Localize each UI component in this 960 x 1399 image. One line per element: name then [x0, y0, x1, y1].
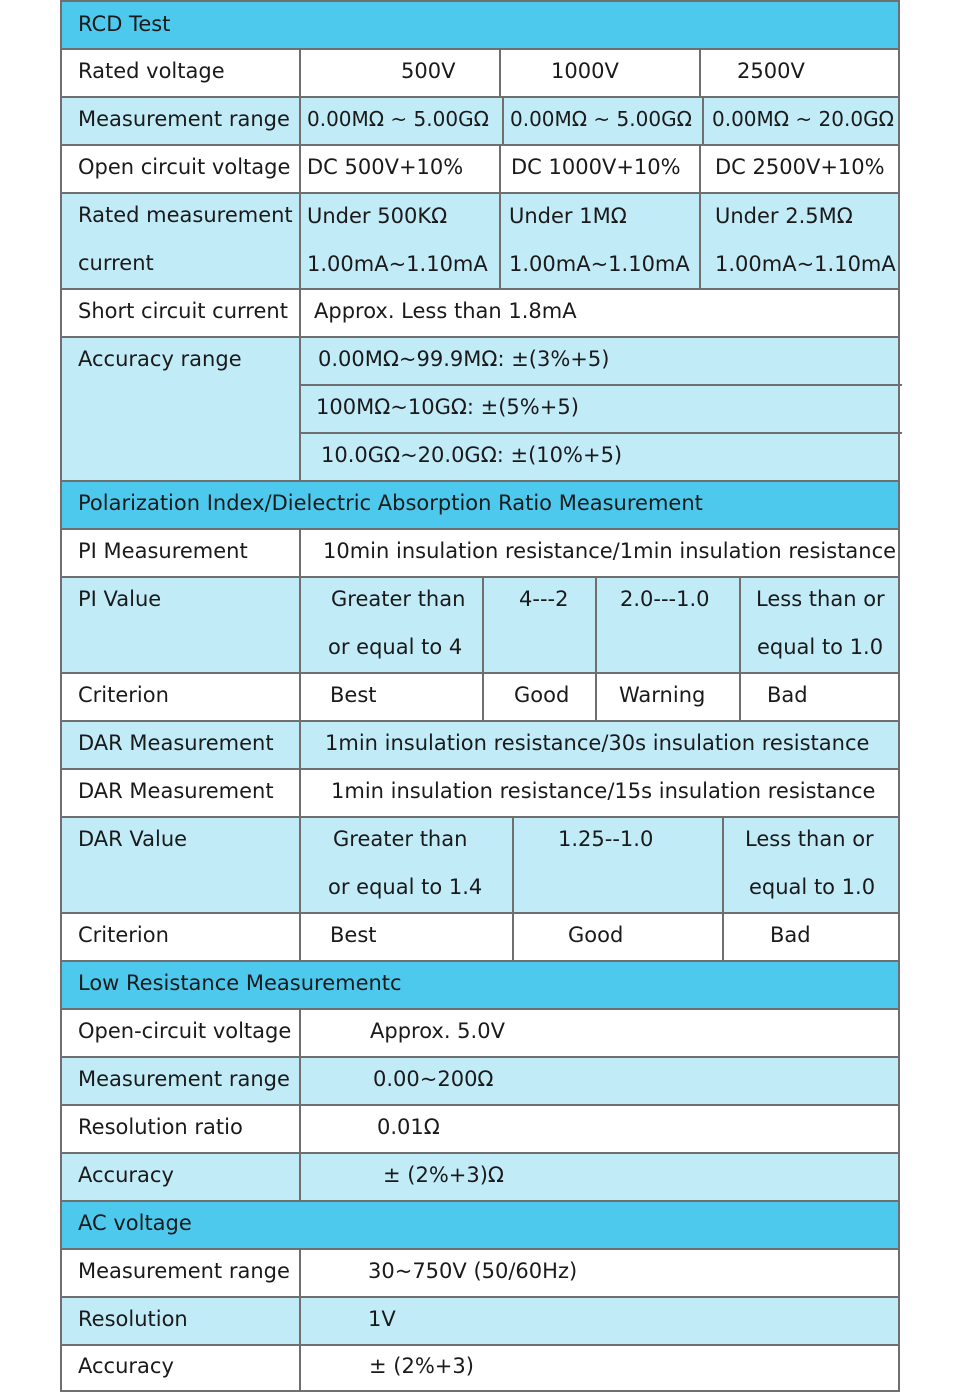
cell-value: 0.00MΩ ~ 20.0GΩ — [712, 107, 894, 131]
section-title: AC voltage — [78, 1211, 192, 1235]
row-accuracy-range — [60, 338, 900, 482]
row-label: Criterion — [78, 923, 169, 947]
cell-value-line2: equal to 1.0 — [749, 875, 876, 899]
cell-value: 1min insulation resistance/15s insulation resistance — [331, 779, 876, 803]
row-dar-value — [60, 818, 900, 914]
cell-value: Bad — [770, 923, 811, 947]
row-dar-measurement-15s — [60, 770, 900, 818]
cell-value-line2: or equal to 4 — [328, 635, 463, 659]
cell-value: 1.25--1.0 — [558, 827, 654, 851]
cell-value: 0.01Ω — [377, 1115, 440, 1139]
row-short-circuit-current — [60, 290, 900, 338]
cell-value: 4---2 — [519, 587, 569, 611]
cell-value-line1: Less than or — [745, 827, 874, 851]
row-ac-resolution — [60, 1298, 900, 1346]
row-measurement-range — [60, 98, 900, 146]
cell-value: 0.00MΩ~99.9MΩ: ±(3%+5) — [318, 347, 610, 371]
row-label: Rated voltage — [78, 59, 225, 83]
row-label: Accuracy range — [78, 347, 242, 371]
cell-value: Best — [330, 923, 377, 947]
section-title: RCD Test — [78, 12, 171, 36]
cell-value: Good — [514, 683, 570, 707]
section-title: Low Resistance Measurementc — [78, 971, 402, 995]
cell-value-line1: Greater than — [333, 827, 468, 851]
cell-value-line2: 1.00mA~1.10mA — [307, 252, 488, 276]
cell-value: Warning — [619, 683, 706, 707]
cell-value: DC 500V+10% — [307, 155, 464, 179]
cell-value: DC 1000V+10% — [511, 155, 681, 179]
cell-value-line1: Under 1MΩ — [509, 204, 627, 228]
row-label: Measurement range — [78, 1067, 290, 1091]
row-label: Open-circuit voltage — [78, 1019, 292, 1043]
cell-value: 30~750V (50/60Hz) — [368, 1259, 578, 1283]
row-label: PI Measurement — [78, 539, 248, 563]
cell-value: Best — [330, 683, 377, 707]
cell-value: 1min insulation resistance/30s insulation resistance — [325, 731, 870, 755]
row-lr-measurement-range — [60, 1058, 900, 1106]
row-label: Criterion — [78, 683, 169, 707]
row-ac-measurement-range — [60, 1250, 900, 1298]
row-lr-accuracy — [60, 1154, 900, 1202]
cell-value: Good — [568, 923, 624, 947]
row-label: Short circuit current — [78, 299, 288, 323]
cell-value: 10min insulation resistance/1min insulation resistance — [323, 539, 897, 563]
section-header-ac-voltage — [60, 1202, 900, 1250]
section-header-polarization — [60, 482, 900, 530]
cell-value: 2.0---1.0 — [620, 587, 710, 611]
row-label-line1: Rated measurement — [78, 203, 293, 227]
cell-value: Approx. 5.0V — [370, 1019, 505, 1043]
cell-value: 10.0GΩ~20.0GΩ: ±(10%+5) — [321, 443, 623, 467]
cell-value: 100MΩ~10GΩ: ±(5%+5) — [316, 395, 579, 419]
row-label: Resolution — [78, 1307, 188, 1331]
divider — [301, 432, 902, 434]
row-label: Measurement range — [78, 107, 290, 131]
cell-value: ± (2%+3)Ω — [383, 1163, 504, 1187]
cell-value: 1000V — [551, 59, 619, 83]
section-header-low-resistance — [60, 962, 900, 1010]
row-rated-measurement-current — [60, 194, 900, 290]
row-label: DAR Value — [78, 827, 188, 851]
row-label: Open circuit voltage — [78, 155, 291, 179]
cell-value-line1: Under 2.5MΩ — [715, 204, 853, 228]
row-rated-voltage — [60, 50, 900, 98]
section-header-rcd — [60, 0, 900, 50]
row-label: DAR Measurement — [78, 779, 274, 803]
cell-value-line2: equal to 1.0 — [757, 635, 884, 659]
cell-value: ± (2%+3) — [369, 1354, 474, 1378]
row-label: Measurement range — [78, 1259, 290, 1283]
row-lr-resolution-ratio — [60, 1106, 900, 1154]
row-label: Accuracy — [78, 1163, 174, 1187]
row-label: PI Value — [78, 587, 162, 611]
row-label: Resolution ratio — [78, 1115, 243, 1139]
row-lr-open-circuit-voltage — [60, 1010, 900, 1058]
spec-table — [60, 0, 900, 1392]
row-ac-accuracy — [60, 1346, 900, 1392]
row-label: DAR Measurement — [78, 731, 274, 755]
cell-value-line2: 1.00mA~1.10mA — [715, 252, 896, 276]
cell-value: Bad — [767, 683, 808, 707]
cell-value-line1: Greater than — [331, 587, 466, 611]
cell-value: 500V — [401, 59, 456, 83]
cell-value: Approx. Less than 1.8mA — [314, 299, 577, 323]
cell-value: 0.00~200Ω — [373, 1067, 494, 1091]
cell-value: 0.00MΩ ~ 5.00GΩ — [307, 107, 489, 131]
cell-value-line2: 1.00mA~1.10mA — [509, 252, 690, 276]
row-pi-measurement — [60, 530, 900, 578]
divider — [301, 384, 902, 386]
row-dar-criterion — [60, 914, 900, 962]
cell-value-line1: Less than or — [756, 587, 885, 611]
cell-value: 0.00MΩ ~ 5.00GΩ — [510, 107, 692, 131]
row-pi-criterion — [60, 674, 900, 722]
cell-value-line2: or equal to 1.4 — [328, 875, 483, 899]
row-label: Accuracy — [78, 1354, 174, 1378]
row-label-line2: current — [78, 251, 154, 275]
cell-value-line1: Under 500KΩ — [307, 204, 448, 228]
cell-value: 1V — [368, 1307, 396, 1331]
row-open-circuit-voltage — [60, 146, 900, 194]
row-pi-value — [60, 578, 900, 674]
section-title: Polarization Index/Dielectric Absorption Ratio Measurement — [78, 491, 703, 515]
cell-value: 2500V — [737, 59, 805, 83]
row-dar-measurement-30s — [60, 722, 900, 770]
cell-value: DC 2500V+10% — [715, 155, 885, 179]
